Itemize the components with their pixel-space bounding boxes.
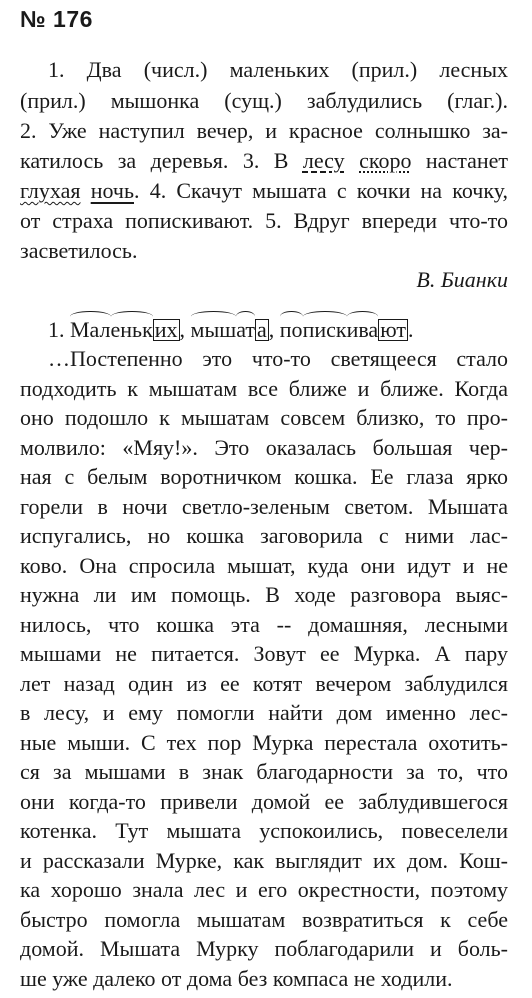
root-arc: писк <box>302 317 347 342</box>
story-line: нужна ли им помощь. В ходе разговора выяс- <box>20 582 508 607</box>
story-line: молвило: «Мяу!». Это оказалась большая чер- <box>20 435 508 460</box>
story-line: ные мыши. С тех пор Мурка перестала охотить- <box>20 730 508 755</box>
story-line: в лесу, и ему помогли найти дом именно лес- <box>20 700 508 725</box>
author-signature: В. Бианки <box>416 267 508 292</box>
story-line: лет назад один из ее котят вечером заблудился <box>20 671 508 696</box>
story-line: горели в ночи светло-зеленым светом. Мышата <box>20 494 508 519</box>
text-line: 1. Два (числ.) маленьких (прил.) лесных <box>48 57 508 82</box>
morpheme-parsing-line: 1. Маленьких, мышата, попискивают. <box>48 317 414 342</box>
ending-box: ют <box>380 317 406 342</box>
prefix-mark: по <box>279 317 303 342</box>
story-line: котенка. Тут мышата успокоились, повеселели <box>20 818 508 843</box>
story-line: испугались, но кошка заговорила с ними лас- <box>20 523 508 548</box>
story-line: мышами не питается. Зовут ее Мурка. А пару <box>20 641 508 666</box>
ending-box: их <box>154 317 178 342</box>
story-line: подходить к мышатам все ближе и ближе. Когда <box>20 376 508 401</box>
ending-box: а <box>257 317 267 342</box>
story-line: оно подошло к мышатам совсем близко, то про- <box>20 405 508 430</box>
text-line: глухая ночь. 4. Скачут мышата с кочки на кочку, <box>20 178 509 203</box>
text-line: 2. Уже наступил вечер, и красное солнышко за- <box>20 118 508 143</box>
text-line: катилось за деревья. 3. В лесу скоро настанет <box>20 148 509 173</box>
root-arc: мыш <box>190 317 237 342</box>
story-line: ково. Она спросила мышат, куда они идут и не <box>20 553 508 578</box>
suffix-mark: еньк <box>110 317 153 342</box>
exercise-number: № 176 <box>20 6 93 32</box>
story-line: ная с белым воротничком кошка. Ее глаза ярко <box>20 464 508 489</box>
story-line: домой. Мышата Мурку поблагодарили и боль- <box>20 936 508 961</box>
attribute-underlined-word: глухая <box>20 178 81 203</box>
story-line: ше уже далеко от дома без компаса не ходили. <box>20 966 453 991</box>
story-line: они когда-то привели домой ее заблудившегося <box>20 789 508 814</box>
story-line: нилось, что кошка эта -- домашняя, лесными <box>20 612 508 637</box>
adverbial-underlined-word: лесу <box>302 148 345 173</box>
adverbial-underlined-word: скоро <box>359 148 412 173</box>
text-line: засветилось. <box>20 238 138 263</box>
suffix-mark: ива <box>346 317 379 342</box>
story-line: ка хорошо знала лес и его окрестности, поэтому <box>20 877 508 902</box>
suffix-mark: ат <box>236 317 256 342</box>
subject-underlined-word: ночь <box>90 178 134 203</box>
story-line: …Постепенно это что-то светящееся стало <box>48 346 508 371</box>
story-line: и рассказали Мурке, как выглядит их дом. Кош- <box>20 848 508 873</box>
story-line: быстро помогла мышатам возвратиться к себе <box>20 907 508 932</box>
root-arc: Мал <box>70 317 111 342</box>
text-line: (прил.) мышонка (сущ.) заблудились (глаг.). <box>20 88 508 113</box>
story-line: ся за мышами в знак благодарности за то, что <box>20 759 508 784</box>
text-line: от страха попискивают. 5. Вдруг впереди что-то <box>20 208 508 233</box>
